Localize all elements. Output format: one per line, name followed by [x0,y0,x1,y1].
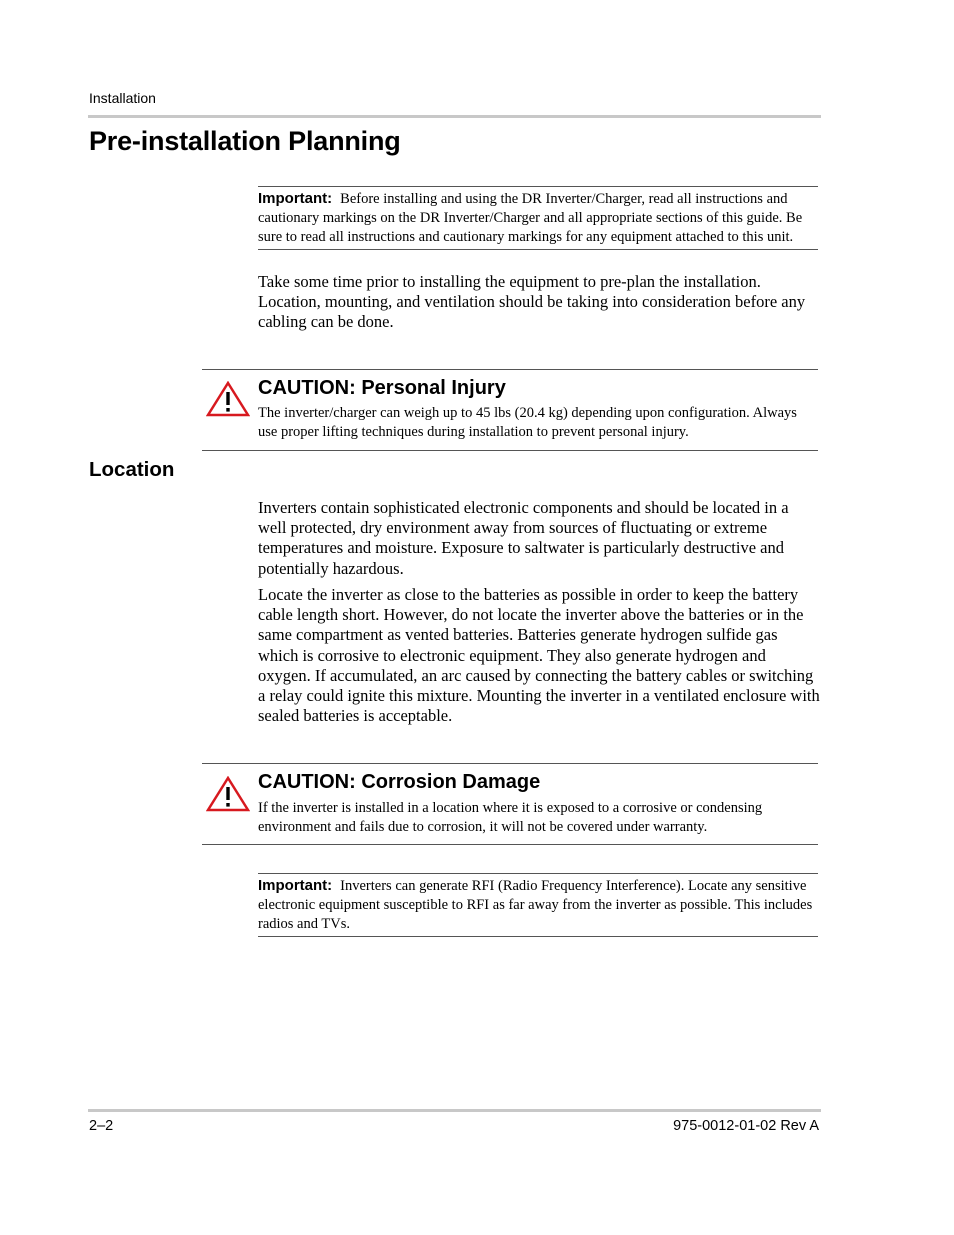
warning-triangle-icon [206,776,250,812]
important-text: Inverters can generate RFI (Radio Frequency Interference). Locate any sensitive electronic equipment susceptible to RFI as far away from the inverter as possible. This includes radios and TVs. [258,878,813,932]
location-paragraph-1: Inverters contain sophisticated electronic components and should be located in a well protected, dry environment away from sources of fluctuating or extreme temperatures and moisture. Exposure to saltwater is particularly destructive and potentially hazardous. [258,498,789,578]
footer-rule [88,1109,821,1112]
page-number: 2–2 [89,1118,114,1134]
caution-title: CAUTION: Corrosion Damage [258,771,541,793]
caution-title: CAUTION: Personal Injury [258,377,506,399]
header-rule [88,115,821,118]
running-head: Installation [89,90,156,106]
important-text: Before installing and using the DR Inverter/Charger, read all instructions and cautionary markings on the DR Inverter/Charger and all appropriate sections of this guide. Be sure to read all instructions and cautionary markings for any equipment attached to this unit. [258,191,803,245]
warning-triangle-icon [206,381,250,417]
caution-corrosion-damage [202,763,818,845]
section-heading-location: Location [89,458,175,481]
important-note-1 [258,186,818,250]
page-title: Pre-installation Planning [89,126,401,156]
document-number: 975-0012-01-02 Rev A [673,1118,819,1134]
caution-personal-injury [202,369,818,451]
caution-text: If the inverter is installed in a location where it is exposed to a corrosive or condensing environment and fails due to corrosion, it will not be covered under warranty. [258,800,763,835]
important-note-2 [258,873,818,937]
intro-paragraph: Take some time prior to installing the equipment to pre-plan the installation. Location, mounting, and ventilation should be taking into consideration before any cabling can be done. [258,272,806,332]
important-label: Important: [258,877,333,894]
caution-text: The inverter/charger can weigh up to 45 lbs (20.4 kg) depending upon configuration. Always use proper lifting techniques during installation to prevent personal injury. [258,405,797,440]
location-paragraph-2: Locate the inverter as close to the batteries as possible in order to keep the battery cable length short. However, do not locate the inverter above the batteries or in the same compartment as vented batteries. Batteries generate hydrogen sulfide gas which is corrosive to electronic equipment. They also generate hydrogen and oxygen. If accumulated, an arc caused by connecting the battery cables or switching a relay could ignite this mixture. Mounting the inverter in a ventilated enclosure with sealed batteries is acceptable. [258,585,820,726]
important-label: Important: [258,190,333,207]
